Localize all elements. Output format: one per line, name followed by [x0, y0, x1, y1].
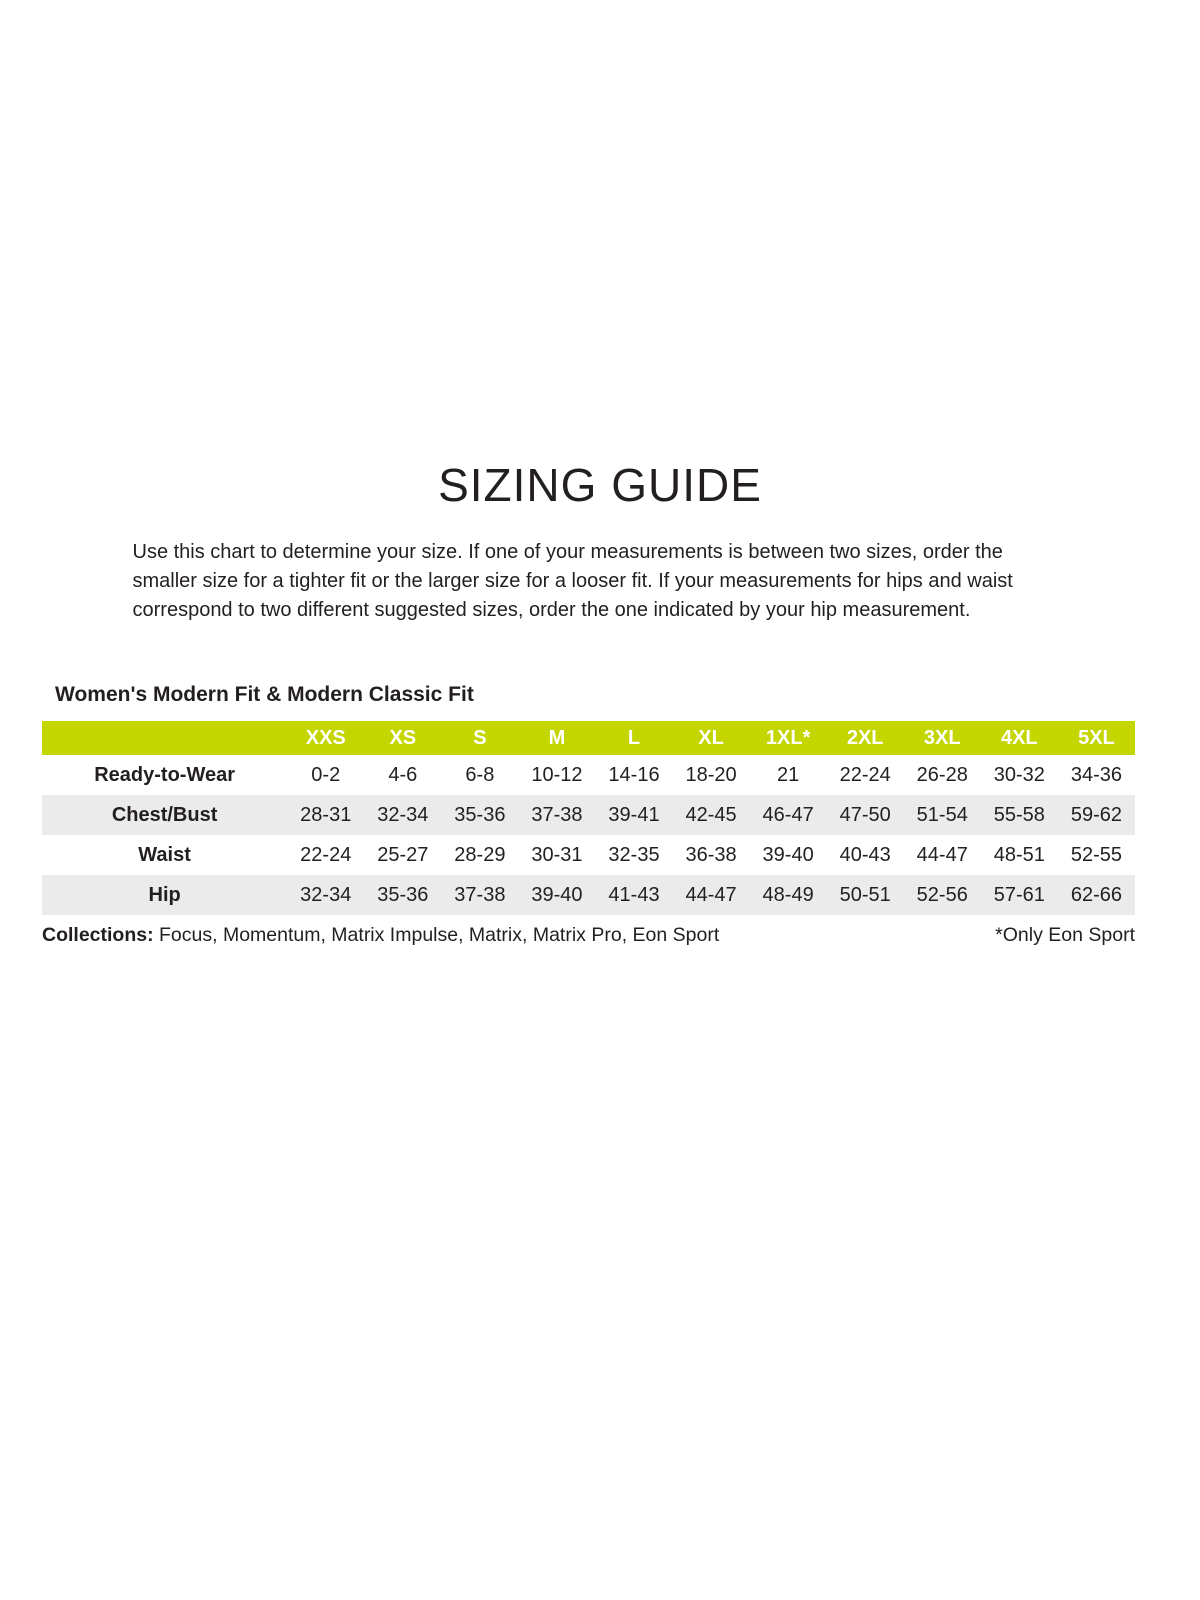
table-cell: 32-34: [287, 875, 364, 915]
row-label: Waist: [138, 843, 191, 866]
table-cell: 25-27: [377, 843, 429, 866]
collections-text: Focus, Momentum, Matrix Impulse, Matrix, Matrix Pro, Eon Sport: [153, 924, 720, 946]
table-cell: 28-29: [454, 843, 506, 866]
table-row-chest-bust: [42, 795, 1135, 835]
row-label: Chest/Bust: [42, 795, 287, 835]
size-column-header: L: [595, 721, 672, 755]
size-table: [42, 721, 1135, 915]
table-cell: 57-61: [981, 875, 1058, 915]
table-cell: 62-66: [1058, 875, 1135, 915]
collections-row: [42, 924, 1135, 947]
table-cell: 44-47: [673, 875, 750, 915]
size-column-header: S: [441, 721, 518, 755]
table-cell: 4-6: [388, 763, 418, 786]
table-cell: 39-40: [762, 843, 814, 866]
collections-line: [42, 924, 719, 947]
table-row-ready-to-wear: [42, 755, 1135, 795]
table-cell: 22-24: [839, 763, 891, 786]
size-column-header: 3XL: [904, 721, 981, 755]
table-cell: 26-28: [916, 763, 968, 786]
table-cell: 18-20: [685, 763, 737, 786]
table-cell: 44-47: [916, 843, 968, 866]
table-cell: 21: [777, 763, 800, 786]
row-label: Hip: [42, 875, 287, 915]
size-table-header-row: [42, 721, 1135, 755]
table-cell: 30-32: [993, 763, 1045, 786]
size-column-header: 4XL: [981, 721, 1058, 755]
table-cell: 28-31: [287, 795, 364, 835]
table-cell: 34-36: [1070, 763, 1122, 786]
size-column-header: XS: [364, 721, 441, 755]
table-cell: 48-51: [993, 843, 1045, 866]
table-cell: 32-35: [608, 843, 660, 866]
table-cell: 46-47: [750, 795, 827, 835]
table-row-waist: [42, 835, 1135, 875]
collections-label: Collections:: [42, 924, 154, 946]
table-cell: 39-41: [595, 795, 672, 835]
table-cell: 51-54: [904, 795, 981, 835]
table-cell: 52-55: [1070, 843, 1122, 866]
size-column-header: 2XL: [827, 721, 904, 755]
row-label: Ready-to-Wear: [94, 763, 235, 786]
table-cell: 37-38: [518, 795, 595, 835]
table-cell: 14-16: [608, 763, 660, 786]
table-cell: 22-24: [300, 843, 352, 866]
table-cell: 30-31: [531, 843, 583, 866]
table-cell: 0-2: [311, 763, 341, 786]
section-title: Women's Modern Fit & Modern Classic Fit: [55, 683, 474, 706]
footnote: *Only Eon Sport: [995, 924, 1135, 946]
table-cell: 41-43: [595, 875, 672, 915]
table-cell: 37-38: [441, 875, 518, 915]
table-cell: 50-51: [827, 875, 904, 915]
table-cell: 42-45: [673, 795, 750, 835]
table-cell: 55-58: [981, 795, 1058, 835]
table-cell: 59-62: [1058, 795, 1135, 835]
size-column-header: 1XL*: [750, 721, 827, 755]
table-cell: 47-50: [827, 795, 904, 835]
table-cell: 40-43: [839, 843, 891, 866]
table-cell: 32-34: [364, 795, 441, 835]
size-column-header: 5XL: [1058, 721, 1135, 755]
table-cell: 52-56: [904, 875, 981, 915]
table-cell: 48-49: [750, 875, 827, 915]
table-cell: 35-36: [441, 795, 518, 835]
table-cell: 10-12: [531, 763, 583, 786]
intro-paragraph: Use this chart to determine your size. If one of your measurements is between two sizes, order the smaller size for a tighter fit or the larger size for a looser fit. If your measurements for hips and waist correspond to two different suggested sizes, order the one indicated by your hip measurement.: [132, 541, 1013, 621]
table-cell: 36-38: [685, 843, 737, 866]
size-column-header: M: [518, 721, 595, 755]
size-column-header: XL: [673, 721, 750, 755]
table-row-hip: [42, 875, 1135, 915]
table-cell: 39-40: [518, 875, 595, 915]
size-header-blank: [42, 721, 287, 755]
size-column-header: XXS: [287, 721, 364, 755]
table-cell: 6-8: [465, 763, 495, 786]
table-cell: 35-36: [364, 875, 441, 915]
page-title: SIZING GUIDE: [438, 459, 762, 511]
